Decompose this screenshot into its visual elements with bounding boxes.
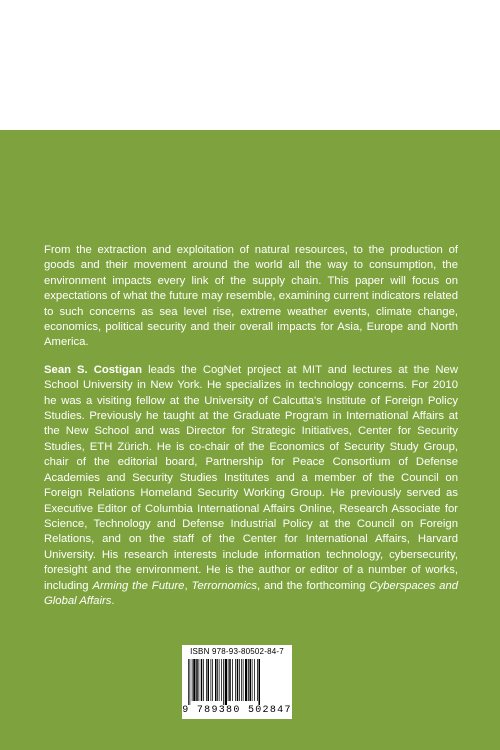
bio-text: , (184, 579, 192, 592)
work-title: Terrornomics (191, 579, 257, 592)
author-name: Sean S. Costigan (44, 363, 143, 376)
book-blurb: From the extraction and exploitation of natural resources, to the production of goods and their movement around the world all the way to consumption, the environment impacts every link of the supply chain. This paper will focus on expectations of what the future may resemble, examining current indicators related to such concerns as sea level rise, extreme weather events, climate change, economics, political security and their overall impacts for Asia, Europe and North America. (44, 244, 458, 349)
work-title: Cyberspaces and Global Affairs (44, 579, 459, 607)
back-cover-text (44, 243, 458, 621)
barcode-digits: 9 789380 502847 (182, 705, 292, 716)
bio-text: . (111, 594, 115, 607)
isbn-label: ISBN 978-93-80502-84-7 (190, 647, 284, 656)
bio-text: , and the forthcoming (257, 579, 370, 592)
author-bio (44, 363, 458, 610)
barcode-bars-icon (186, 659, 288, 705)
isbn-barcode (182, 645, 292, 719)
work-title: Arming the Future (92, 579, 185, 592)
cover-top-band (0, 0, 500, 130)
bio-text: leads the CogNet project at MIT and lectures at the New School University in New York. He specializes in technology concerns. For 2010 he was a visiting fellow at the University of Calcutta's Institute of Foreign Policy Studies. Previously he taught at the Graduate Program in International Affairs at the New School and was Director for Strategic Initiatives, Center for Security Studies, ETH Zürich. He is co-chair of the Economics of Security Study Group, chair of the editorial board, Partnership for Peace Consortium of Defense Academies and Security Studies Institutes and a member of the Council on Foreign Relations Homeland Security Working Group. He previously served as Executive Editor of Columbia International Affairs Online, Research Associate for Science, Technology and Defense Industrial Policy at the Council on Foreign Relations, and on the staff of the Center for International Affairs, Harvard University. His research interests include information technology, cybersecurity, foresight and the environment. He is the author or editor of a number of works, including (44, 363, 458, 592)
